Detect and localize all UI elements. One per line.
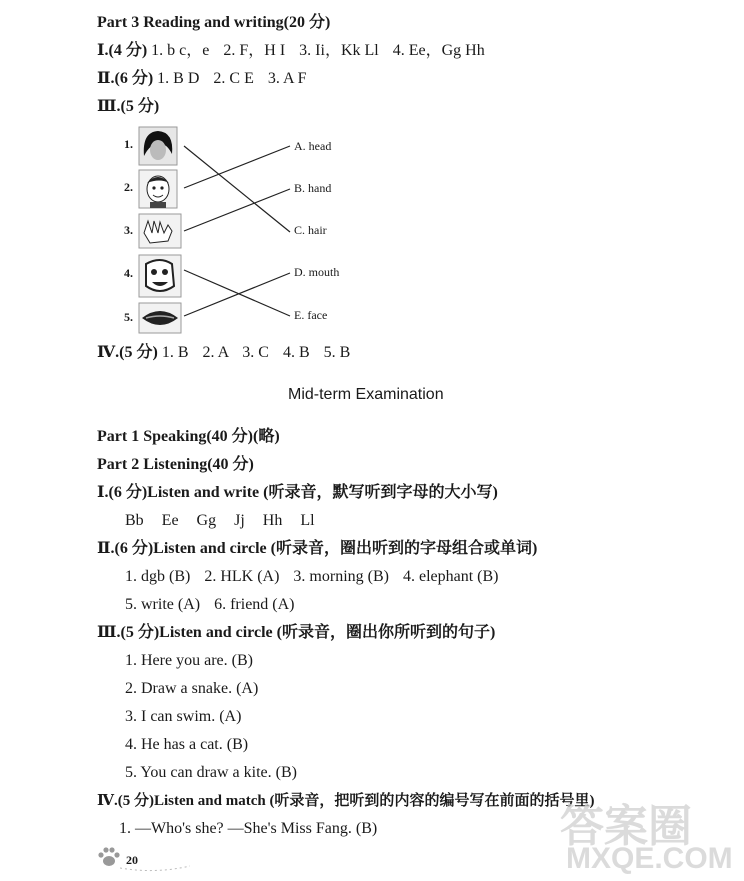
listening-ii-row1 [125,567,499,587]
answer: 1. b c，e [151,42,210,59]
score: (6 分) [114,70,154,87]
answer: 5. B [323,344,351,361]
listening-iv-item: 1. —Who's she? —She's Miss Fang. (B) [119,820,378,837]
paw-icon [96,846,122,868]
match-number: 5. [124,310,133,324]
score: (4 分) [108,42,148,59]
letter: Gg [196,512,217,529]
listening-iii-item: 4. He has a cat. (B) [125,736,249,753]
part2-title: Part 2 Listening(40 分) [97,456,254,473]
match-label-head: A. head [294,139,332,153]
answer: 1. B D [157,70,200,87]
answer: 6. friend (A) [214,596,295,613]
letter: Ee [161,512,179,529]
footer-dots [120,864,190,874]
match-line [184,189,290,231]
letter: Hh [262,512,283,529]
answer: 1. B [161,344,189,361]
answer: 2. F，H I [223,42,286,59]
answer: 3. C [242,344,269,361]
match-line [184,146,290,188]
roman-ii: Ⅱ. [97,70,115,87]
roman-iii: Ⅲ. [97,98,121,115]
answer: 2. HLK (A) [204,568,280,585]
listening-ii-row2 [125,595,295,615]
midterm-title: Mid-term Examination [288,386,444,403]
listening-iii-item: 2. Draw a snake. (A) [125,680,259,697]
answer: 2. A [202,344,229,361]
listening-i-letters [125,511,315,531]
answer: 3. morning (B) [293,568,389,585]
answer: 3. Ii，Kk Ll [299,42,379,59]
answer: 5. write (A) [125,596,201,613]
part3-title: Part 3 Reading and writing(20 分) [97,14,331,31]
part1-title: Part 1 Speaking(40 分)(略) [97,428,280,445]
answer: 1. dgb (B) [125,568,191,585]
letter: Bb [125,512,144,529]
match-label-hand: B. hand [294,181,332,195]
answer: 2. C E [213,70,254,87]
match-label-hair: C. hair [294,223,327,237]
listening-iii-item: 5. You can draw a kite. (B) [125,764,297,781]
roman-iv: Ⅳ. [97,344,120,361]
listening-ii-heading: Ⅱ.(6 分)Listen and circle (听录音，圈出听到的字母组合或单词) [97,540,538,557]
listening-iii-item: 1. Here you are. (B) [125,652,253,669]
match-number: 4. [124,266,133,280]
answer: 3. A F [267,70,307,87]
match-label-face: E. face [294,308,328,322]
roman-i: Ⅰ. [97,42,109,59]
match-number: 1. [124,137,133,151]
listening-i-heading: Ⅰ.(6 分)Listen and write (听录音，默写听到字母的大小写) [97,484,498,501]
answer: 4. B [282,344,310,361]
score: (5 分) [120,98,160,115]
watermark-logo: 答案圈 [560,802,692,851]
letter: Jj [234,512,245,529]
match-label-mouth: D. mouth [294,265,340,279]
answer: 4. Ee，Gg Hh [392,42,485,59]
letter: Ll [300,512,315,529]
match-number: 2. [124,180,133,194]
listening-iii-item: 3. I can swim. (A) [125,708,242,725]
score: (5 分) [119,344,158,361]
listening-iv-heading: Ⅳ.(5 分)Listen and match (听录音，把听到的内容的编号写在前面的括号里) [97,793,595,809]
watermark-url: MXQE.COM [566,842,733,875]
match-line [184,146,290,232]
answer: 4. elephant (B) [402,568,499,585]
page-number: 20 [126,853,138,867]
part3-section-iv [97,343,350,363]
listening-iii-heading: Ⅲ.(5 分)Listen and circle (听录音，圈出你所听到的句子) [97,624,496,641]
match-number: 3. [124,223,133,237]
